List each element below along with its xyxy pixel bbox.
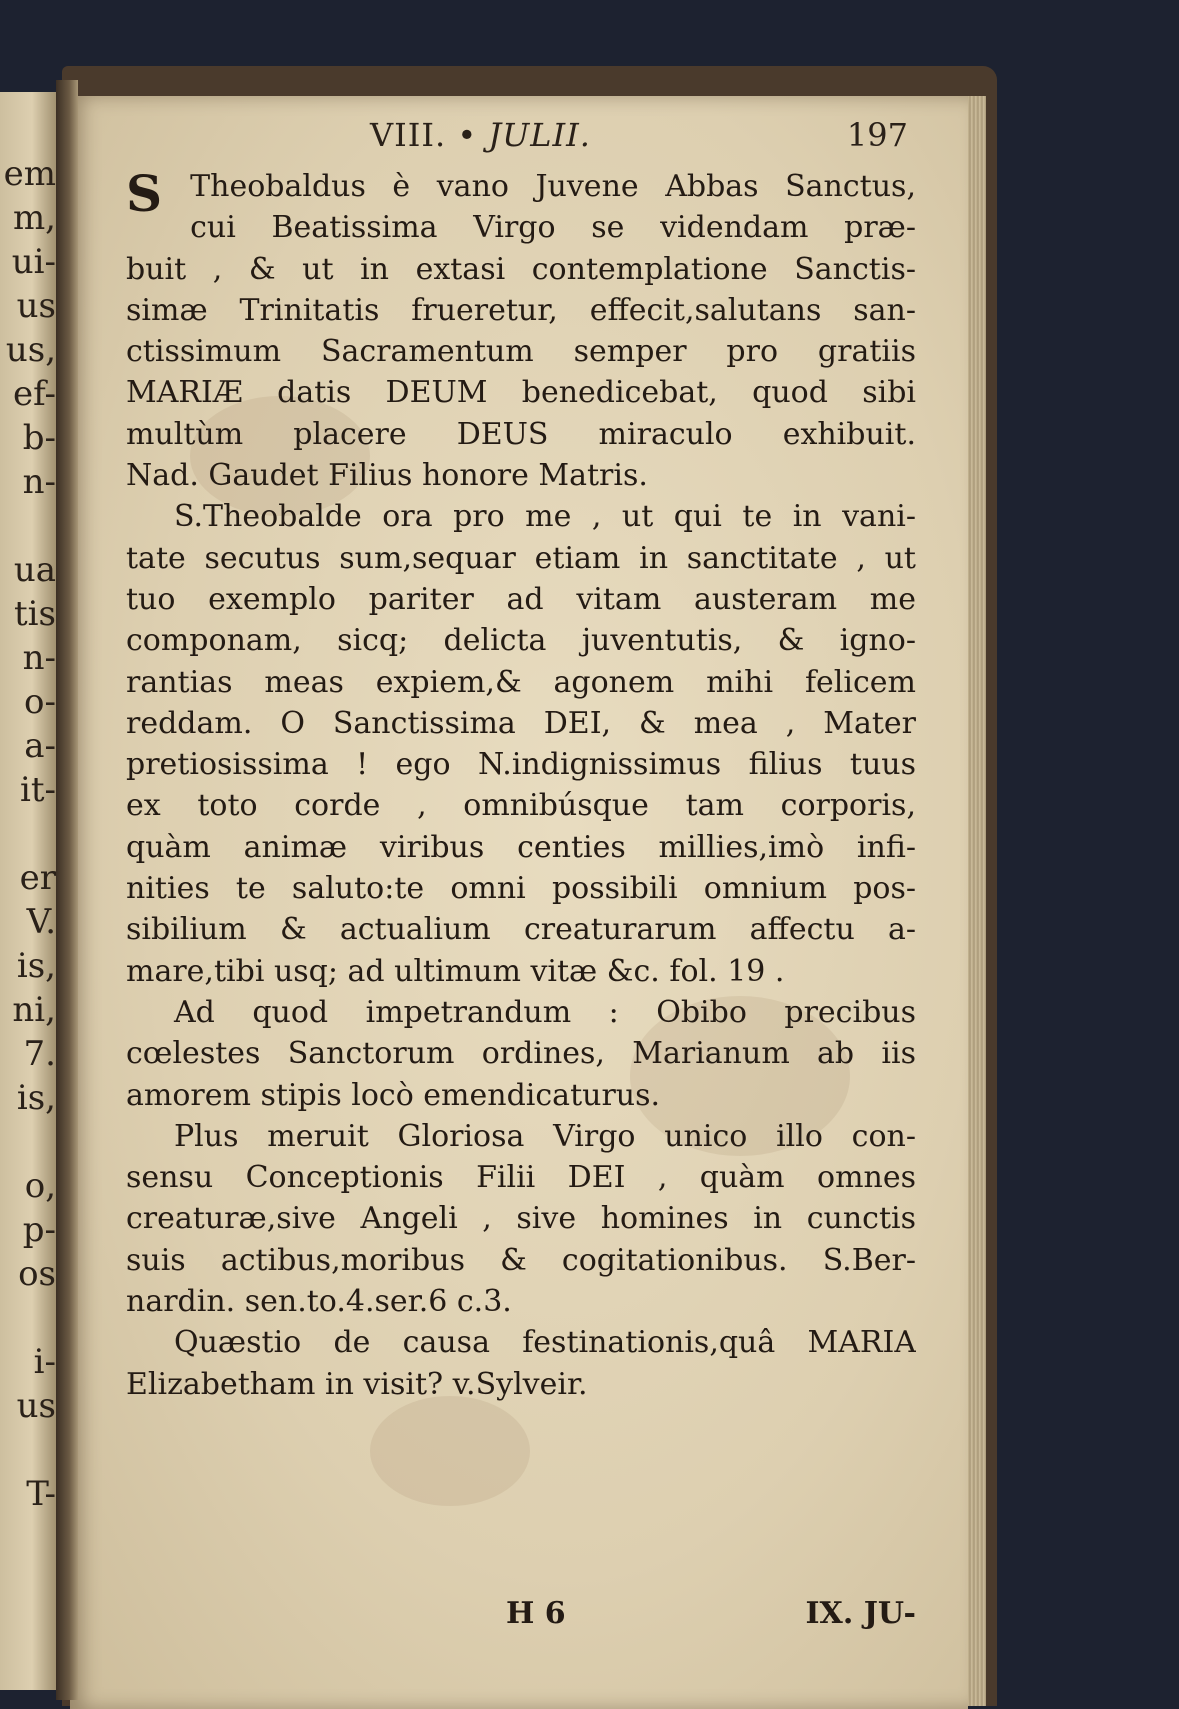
facing-page-line [0, 812, 56, 856]
facing-page-line: ui- [11, 242, 56, 282]
signature-mark: H 6 [506, 1596, 566, 1631]
facing-page-line: p- [22, 1210, 56, 1250]
text-line: ex toto corde , omnibúsque tam corporis, [126, 788, 916, 824]
page-number: 197 [846, 116, 908, 154]
facing-page-line: is, [16, 946, 56, 986]
text-line: buit , & ut in extasi contemplatione Sanctis- [126, 251, 916, 287]
text-line: suis actibus,moribus & cogitationibus. S.Ber- [126, 1242, 916, 1278]
text-line: simæ Trinitatis frueretur, effecit,salutans san- [126, 292, 916, 328]
text-line: nities te saluto:te omni possibili omnium pos- [126, 871, 916, 907]
text-line: Elizabetham in visit? v.Sylveir. [126, 1366, 588, 1402]
text-line: sensu Conceptionis Filii DEI , quàm omnes [126, 1160, 916, 1196]
body-text [126, 166, 916, 1405]
gutter-shadow [56, 80, 78, 1700]
facing-page-line: ef- [13, 374, 56, 414]
facing-page-line: us [16, 286, 56, 326]
text-line: tate secutus sum,sequar etiam in sanctitate , ut [126, 540, 916, 576]
text-line: tuo exemplo pariter ad vitam austeram me [126, 581, 916, 617]
facing-page-line [0, 1120, 56, 1164]
text-line: creaturæ,sive Angeli , sive homines in cunctis [126, 1201, 916, 1237]
facing-page-line: em [3, 154, 56, 194]
facing-page-line: T- [26, 1474, 56, 1514]
facing-page-line: it- [19, 770, 56, 810]
text-line: reddam. O Sanctissima DEI, & mea , Mater [126, 705, 916, 741]
facing-page-line: n- [22, 638, 56, 678]
text-line: amorem stipis locò emendicaturus. [126, 1077, 661, 1113]
text-line: Quæstio de causa festinationis,quâ MARIA [174, 1325, 916, 1361]
facing-page-line: m, [12, 198, 56, 238]
text-line: nardin. sen.to.4.ser.6 c.3. [126, 1284, 512, 1320]
text-line: cui Beatissima Virgo se videndam præ- [190, 210, 916, 246]
facing-page-line [0, 504, 56, 548]
facing-page-line: ni, [12, 990, 56, 1030]
facing-page-line: er [19, 858, 56, 898]
facing-page-line: us [16, 1386, 56, 1426]
facing-page-line: a- [24, 726, 56, 766]
text-line: rantias meas expiem,& agonem mihi felicem [126, 664, 916, 700]
text-line: Nad. Gaudet Filius honore Matris. [126, 458, 648, 494]
running-head-separator: • [457, 116, 478, 154]
page-footer [126, 1596, 916, 1640]
facing-page-line: tis [14, 594, 56, 634]
text-line: Theobaldus è vano Juvene Abbas Sanctus, [190, 169, 916, 204]
text-line: Plus meruit Gloriosa Virgo unico illo con- [174, 1118, 916, 1154]
facing-page-line: b- [22, 418, 56, 458]
facing-page-line [0, 1428, 56, 1472]
running-head-day: VIII. [370, 116, 447, 154]
facing-page-line: i- [33, 1342, 56, 1382]
text-line: MARIÆ datis DEUM benedicebat, quod sibi [126, 375, 916, 411]
facing-page-line: 7. [23, 1034, 56, 1074]
text-line: Ad quod impetrandum : Obibo precibus [174, 994, 916, 1030]
facing-page-line: V. [26, 902, 56, 942]
text-line: quàm animæ viribus centies millies,imò infi- [126, 829, 916, 865]
running-head [70, 116, 968, 162]
text-line: S.Theobalde ora pro me , ut qui te in vani- [174, 499, 916, 535]
text-line: multùm placere DEUS miraculo exhibuit. [126, 416, 916, 452]
facing-page-text [0, 152, 56, 1516]
facing-page-line: n- [22, 462, 56, 502]
running-head-month: JULII. [488, 116, 591, 154]
catchword: IX. JU- [805, 1596, 916, 1631]
text-line: sibilium & actualium creaturarum affectu a- [126, 912, 916, 948]
running-head-title [370, 116, 591, 154]
facing-page-line: ua [13, 550, 56, 590]
text-line: pretiosissima ! ego N.indignissimus filius tuus [126, 747, 916, 783]
text-line: componam, sicq; delicta juventutis, & igno- [126, 623, 916, 659]
facing-page [0, 92, 58, 1690]
facing-page-line: is, [16, 1078, 56, 1118]
facing-page-line: o, [24, 1166, 56, 1206]
paper-stain [370, 1396, 530, 1506]
drop-initial: S [126, 164, 163, 223]
facing-page-line: us, [5, 330, 56, 370]
facing-page-line: os [18, 1254, 56, 1294]
text-line: cœlestes Sanctorum ordines, Marianum ab iis [126, 1036, 916, 1072]
facing-page-line [0, 1296, 56, 1340]
text-line: mare,tibi usq; ad ultimum vitæ &c. fol. 19 . [126, 953, 785, 989]
page [70, 96, 968, 1709]
facing-page-line: o- [24, 682, 56, 722]
text-line: ctissimum Sacramentum semper pro gratiis [126, 334, 916, 370]
